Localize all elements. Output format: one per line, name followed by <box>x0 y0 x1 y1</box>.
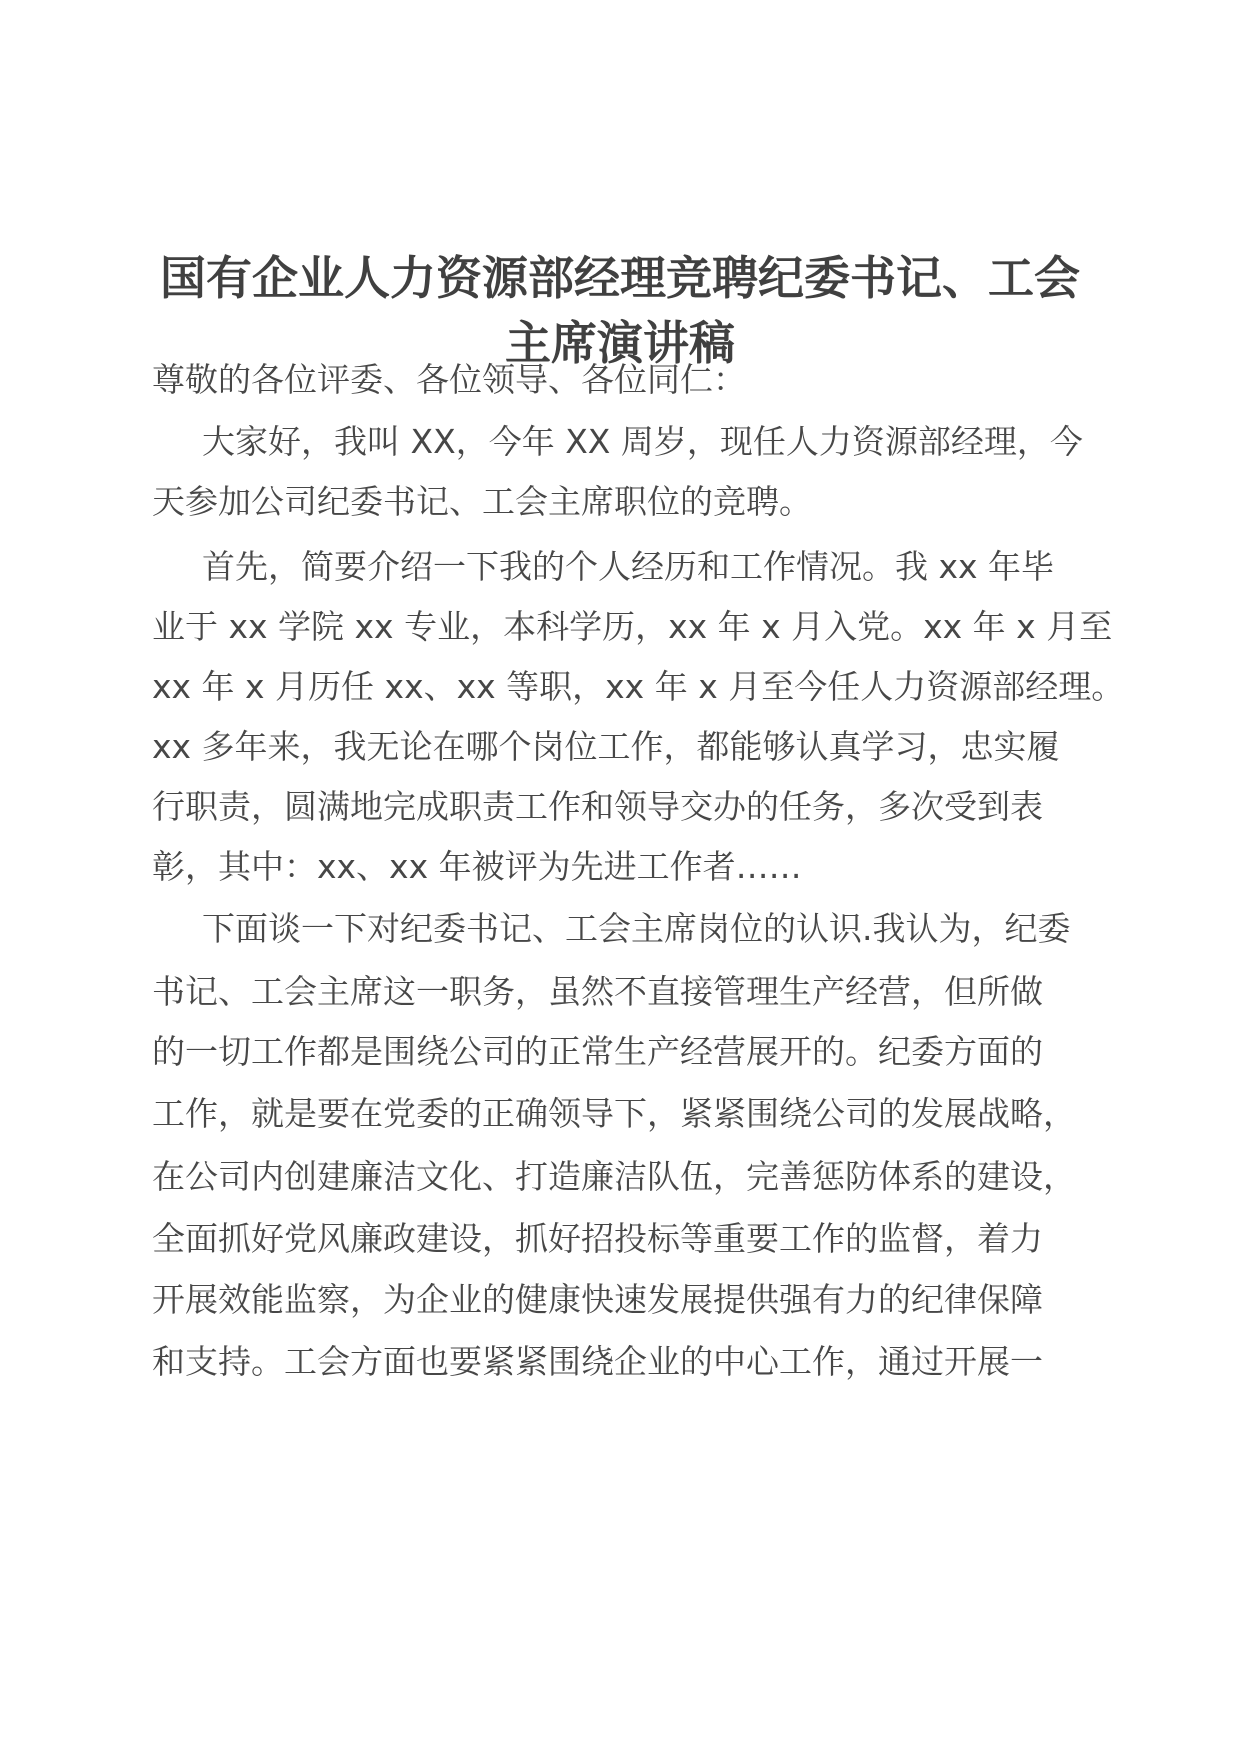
body-line: 全面抓好党风廉政建设，抓好招投标等重要工作的监督，着力 <box>152 1219 1043 1258</box>
body-line: 天参加公司纪委书记、工会主席职位的竞聘。 <box>152 482 812 521</box>
body-line: 开展效能监察，为企业的健康快速发展提供强有力的纪律保障 <box>152 1280 1043 1319</box>
body-line: 下面谈一下对纪委书记、工会主席岗位的认识.我认为，纪委 <box>202 909 1071 948</box>
body-line: xx 年 x 月历任 xx、xx 等职，xx 年 x 月至今任人力资源部经理。 <box>152 667 1125 706</box>
body-line: 在公司内创建廉洁文化、打造廉洁队伍，完善惩防体系的建设， <box>152 1157 1076 1196</box>
body-line: xx 多年来，我无论在哪个岗位工作，都能够认真学习，忠实履 <box>152 727 1060 766</box>
body-line: 首先，简要介绍一下我的个人经历和工作情况。我 xx 年毕 <box>202 547 1055 586</box>
body-line: 彰，其中：xx、xx 年被评为先进工作者…… <box>152 847 802 886</box>
body-line: 业于 xx 学院 xx 专业，本科学历，xx 年 x 月入党。xx 年 x 月至 <box>152 607 1113 646</box>
document-title-line-2: 主席演讲稿 <box>505 316 735 370</box>
salutation: 尊敬的各位评委、各位领导、各位同仁： <box>152 360 746 399</box>
body-line: 工作，就是要在党委的正确领导下，紧紧围绕公司的发展战略， <box>152 1094 1076 1133</box>
body-line: 大家好，我叫 XX，今年 XX 周岁，现任人力资源部经理，今 <box>202 422 1083 461</box>
body-line: 书记、工会主席这一职务，虽然不直接管理生产经营，但所做 <box>152 972 1043 1011</box>
body-line: 和支持。工会方面也要紧紧围绕企业的中心工作，通过开展一 <box>152 1342 1043 1381</box>
body-line: 行职责，圆满地完成职责工作和领导交办的任务，多次受到表 <box>152 787 1043 826</box>
document-title-line-1: 国有企业人力资源部经理竞聘纪委书记、工会 <box>160 251 1080 305</box>
body-line: 的一切工作都是围绕公司的正常生产经营展开的。纪委方面的 <box>152 1032 1043 1071</box>
